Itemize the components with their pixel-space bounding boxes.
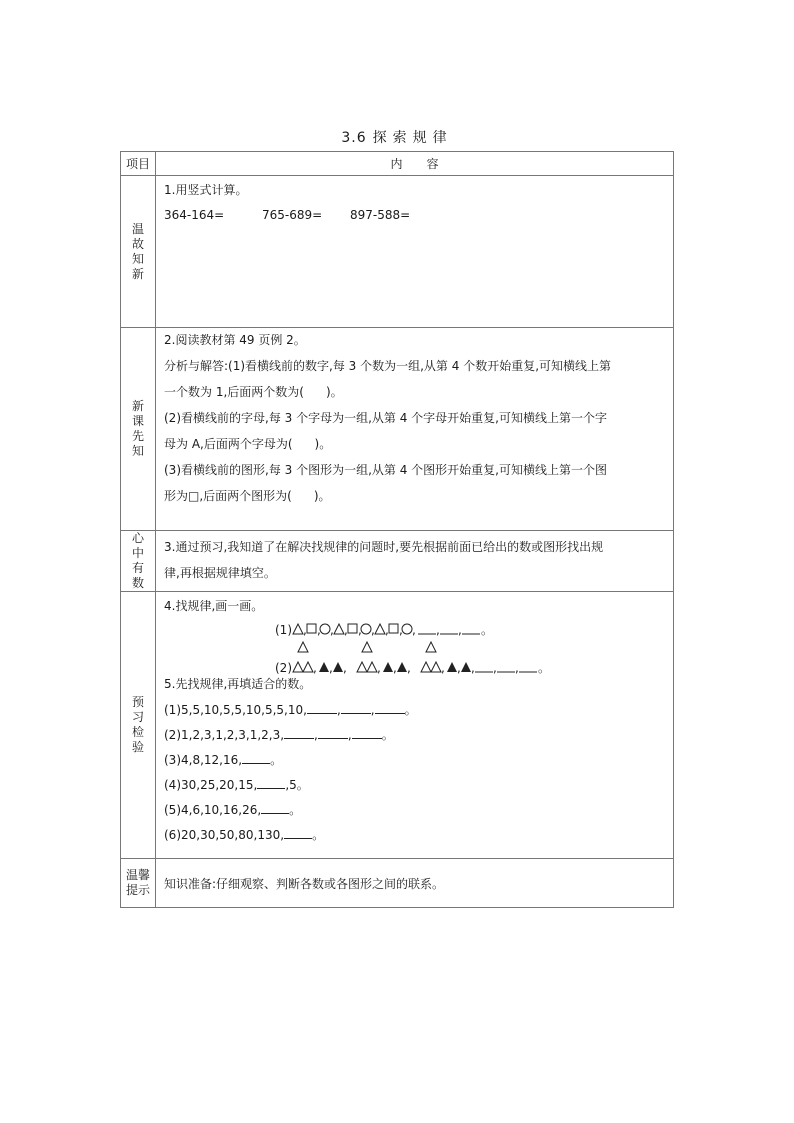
svg-text:,: , <box>457 661 461 674</box>
seq-4: (4)30,25,20,15, ,5。 <box>164 778 309 792</box>
triangle-icon <box>362 642 372 652</box>
label-review: 温故知新 <box>121 176 156 328</box>
pattern-2-shapes <box>292 640 552 674</box>
q4-title: 4.找规律,画一画。 <box>164 599 264 613</box>
content-review <box>156 176 674 328</box>
filled-triangle-icon <box>447 662 457 672</box>
svg-text:,: , <box>344 623 348 636</box>
a2-line2: 母为 A,后面两个字母为( )。 <box>164 437 332 451</box>
content-check <box>156 592 674 859</box>
svg-text:,: , <box>471 661 475 674</box>
svg-text:,: , <box>407 661 411 674</box>
svg-text:,: , <box>458 623 462 636</box>
svg-text:,: , <box>393 661 397 674</box>
square-icon <box>348 624 357 633</box>
svg-text:。: 。 <box>481 623 494 636</box>
row-check <box>121 592 674 859</box>
q2-title: 2.阅读教材第 49 页例 2。 <box>164 333 306 347</box>
svg-text:,: , <box>371 623 375 636</box>
title-text: 探索规律 <box>372 130 453 146</box>
svg-text:,: , <box>358 623 362 636</box>
svg-text:,: , <box>317 623 321 636</box>
mind-line1: 3.通过预习,我知道了在解决找规律的问题时,要先根据前面已给出的数或图形找出规 <box>164 540 604 554</box>
content-tip <box>156 859 674 908</box>
square-icon <box>389 624 398 633</box>
page-title <box>0 127 794 147</box>
svg-text:,: , <box>343 661 347 674</box>
circle-icon <box>361 624 371 634</box>
seq-1: (1)5,5,10,5,5,10,5,5,10, , , 。 <box>164 703 417 717</box>
svg-text:,: , <box>399 623 403 636</box>
a3-line2: 形为□,后面两个图形为( )。 <box>164 489 331 503</box>
expr-2: 765-689= <box>262 208 323 222</box>
svg-text:,: , <box>441 661 445 674</box>
filled-triangle-icon <box>319 662 329 672</box>
triangle-icon <box>375 624 385 634</box>
triangle-icon <box>426 642 436 652</box>
svg-text:,: , <box>330 623 334 636</box>
triangle-icon <box>334 624 344 634</box>
filled-triangle-icon <box>461 662 471 672</box>
label-new: 新课先知 <box>121 328 156 531</box>
svg-text:,: , <box>515 661 519 674</box>
seq-5: (5)4,6,10,16,26, 。 <box>164 803 302 817</box>
row-review <box>121 176 674 328</box>
label-check: 预习检验 <box>121 592 156 859</box>
triangle-icon <box>293 662 303 672</box>
pattern-2: (2) , , , , , , , , , , , 。 <box>275 640 552 676</box>
square-icon <box>307 624 316 633</box>
header-item: 项目 <box>121 152 156 176</box>
content-mind <box>156 531 674 592</box>
mind-line2: 律,再根据规律填空。 <box>164 566 276 580</box>
a2-line1: (2)看横线前的字母,每 3 个字母为一组,从第 4 个字母开始重复,可知横线上第一个字 <box>164 411 607 425</box>
expr-3: 897-588= <box>350 208 411 222</box>
label-tip: 温馨提示 <box>121 859 156 908</box>
filled-triangle-icon <box>397 662 407 672</box>
a3-line1: (3)看横线前的图形,每 3 个图形为一组,从第 4 个图形开始重复,可知横线上第一个图 <box>164 463 607 477</box>
triangle-icon <box>357 662 367 672</box>
triangle-icon <box>421 662 431 672</box>
triangle-icon <box>298 642 308 652</box>
svg-text:,: , <box>377 661 381 674</box>
title-number: 3.6 <box>341 130 367 146</box>
seq-2: (2)1,2,3,1,2,3,1,2,3, , , 。 <box>164 728 394 742</box>
pattern-1-shapes <box>292 622 504 636</box>
svg-text:,: , <box>313 661 317 674</box>
q5-title: 5.先找规律,再填适合的数。 <box>164 677 312 691</box>
svg-text:,: , <box>385 623 389 636</box>
svg-text:。: 。 <box>538 661 551 674</box>
row-tip <box>121 859 674 908</box>
a1-line2: 一个数为 1,后面两个数为( )。 <box>164 385 343 399</box>
header-content: 内 容 <box>156 152 674 176</box>
worksheet-table <box>120 151 674 908</box>
pattern-1: (1) , , , , , , , , , , , 。 <box>275 622 504 638</box>
seq-3: (3)4,8,12,16, 。 <box>164 753 283 767</box>
circle-icon <box>402 624 412 634</box>
expr-1: 364-164= <box>164 208 225 222</box>
row-new <box>121 328 674 531</box>
triangle-icon <box>367 662 377 672</box>
svg-text:,: , <box>329 661 333 674</box>
circle-icon <box>320 624 330 634</box>
seq-6: (6)20,30,50,80,130, 。 <box>164 828 325 842</box>
svg-text:,: , <box>493 661 497 674</box>
svg-text:,: , <box>412 623 416 636</box>
label-mind: 心中有数 <box>121 531 156 592</box>
header-row <box>121 152 674 176</box>
triangle-icon <box>431 662 441 672</box>
content-new <box>156 328 674 531</box>
filled-triangle-icon <box>333 662 343 672</box>
tip-text: 知识准备:仔细观察、判断各数或各图形之间的联系。 <box>164 876 445 891</box>
triangle-icon <box>303 662 313 672</box>
triangle-icon <box>293 624 303 634</box>
svg-text:,: , <box>436 623 440 636</box>
q1-title: 1.用竖式计算。 <box>164 183 248 197</box>
row-mind <box>121 531 674 592</box>
a1-line1: 分析与解答:(1)看横线前的数字,每 3 个数为一组,从第 4 个数开始重复,可知横线上第 <box>164 359 612 373</box>
svg-text:,: , <box>303 623 307 636</box>
filled-triangle-icon <box>383 662 393 672</box>
